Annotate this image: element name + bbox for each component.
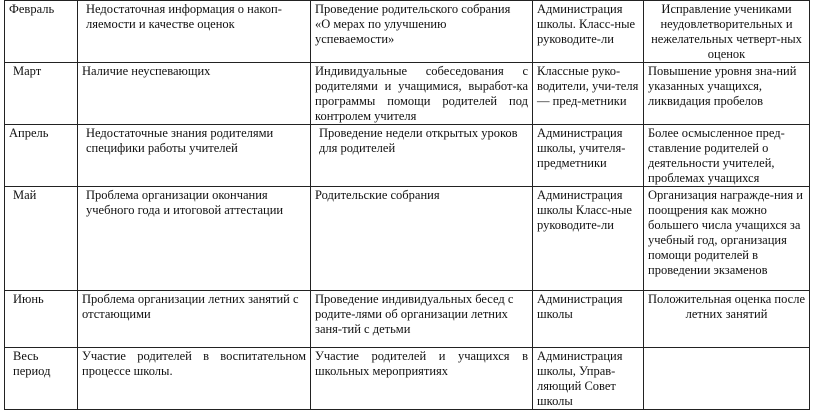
month-cell: Май (5, 187, 78, 291)
month-cell: Апрель (5, 125, 78, 187)
problem-cell: Недостаточные знания родителями специфики работы учителей (78, 125, 311, 187)
table-row (5, 187, 810, 291)
table-row (5, 348, 810, 410)
responsible-cell: Администрация школы Класс-ные руководите-ли (533, 187, 644, 291)
table-row (5, 291, 810, 348)
month-cell: Март (5, 63, 78, 125)
result-cell: Организация награжде-ния и поощрения как можно большего числа учащихся за учебный год, организация помощи родителей в проведении экзаменов (644, 187, 810, 291)
table-row (5, 125, 810, 187)
action-cell: Проведение индивидуальных бесед с родите-лями об организации летних заня-тий с детьми (311, 291, 533, 348)
action-cell: Проведение родительского собрания «О мерах по улучшению успеваемости» (311, 1, 533, 63)
result-cell (644, 348, 810, 410)
responsible-cell: Классные руко-водители, учи-теля — пред-метники (533, 63, 644, 125)
problem-cell: Недостаточная информация о накоп-ляемости и качестве оценок (78, 1, 311, 63)
result-cell: Повышение уровня зна-ний указанных учащихся, ликвидация пробелов (644, 63, 810, 125)
parent-work-plan-table (4, 0, 810, 410)
responsible-cell: Администрация школы. Класс-ные руководите-ли (533, 1, 644, 63)
action-cell: Проведение недели открытых уроков для родителей (311, 125, 533, 187)
action-cell: Родительские собрания (311, 187, 533, 291)
action-cell: Участие родителей и учащихся в школьных мероприятиях (311, 348, 533, 410)
responsible-cell: Администрация школы (533, 291, 644, 348)
result-cell: Более осмысленное пред-ставление родителей о деятельности учителей, проблемах учащихся (644, 125, 810, 187)
problem-cell: Проблема организации летних занятий с отстающими (78, 291, 311, 348)
result-cell: Исправление учениками неудовлетворительных и нежелательных четверт-ных оценок (644, 1, 810, 63)
responsible-cell: Администрация школы, учителя-предметники (533, 125, 644, 187)
problem-cell: Участие родителей в воспитательном процессе школы. (78, 348, 311, 410)
table-row (5, 63, 810, 125)
table-row (5, 1, 810, 63)
responsible-cell: Администрация школы, Управ-ляющий Совет школы (533, 348, 644, 410)
month-cell: Июнь (5, 291, 78, 348)
problem-cell: Наличие неуспевающих (78, 63, 311, 125)
action-cell: Индивидуальные собеседования с родителями и учащимися, выработ-ка программы помощи родителей под контролем учителя (311, 63, 533, 125)
problem-cell: Проблема организации окончания учебного года и итоговой аттестации (78, 187, 311, 291)
month-cell: Февраль (5, 1, 78, 63)
month-cell: Весь период (5, 348, 78, 410)
result-cell: Положительная оценка после летних занятий (644, 291, 810, 348)
